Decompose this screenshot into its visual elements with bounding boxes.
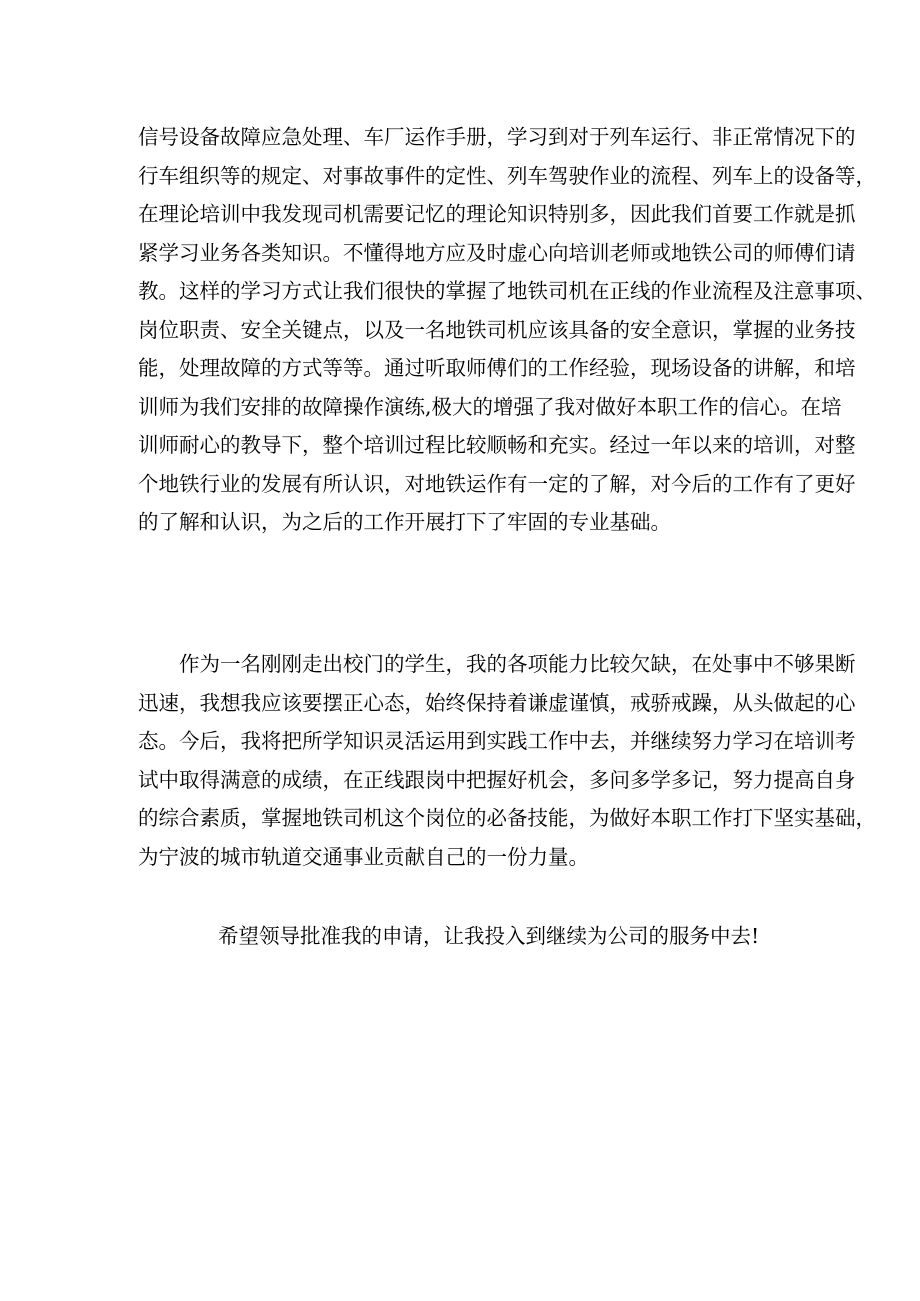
paragraph-line: 训师为我们安排的故障操作演练,极大的增强了我对做好本职工作的信心。在培 [138, 394, 842, 419]
paragraph-line: 作为一名刚刚走出校门的学生，我的各项能力比较欠缺，在处事中不够果断 [179, 652, 856, 676]
paragraph-line: 紧学习业务各类知识。不懂得地方应及时虚心向培训老师或地铁公司的师傅们请 [138, 240, 856, 265]
body-paragraph-2 [138, 645, 876, 876]
paragraph-line: 教。这样的学习方式让我们很快的掌握了地铁司机在正线的作业流程及注意事项、 [138, 279, 876, 303]
paragraph-line: 迅速，我想我应该要摆正心态，始终保持着谦虚谨慎，戒骄戒躁，从头做起的心 [138, 690, 856, 715]
paragraph-line: 的了解和认识，为之后的工作开展打下了牢固的专业基础。 [138, 510, 671, 534]
body-paragraph-1 [138, 118, 876, 542]
paragraph-line: 为宁波的城市轨道交通事业贡献自己的一份力量。 [138, 844, 589, 869]
closing-request-line: 希望领导批准我的申请，让我投入到继续为公司的服务中去! [218, 924, 760, 948]
paragraph-line: 试中取得满意的成绩，在正线跟岗中把握好机会，多问多学多记，努力提高自身 [138, 767, 856, 792]
paragraph-line: 训师耐心的教导下，整个培训过程比较顺畅和充实。经过一年以来的培训，对整 [138, 433, 856, 457]
paragraph-line: 态。今后，我将把所学知识灵活运用到实践工作中去，并继续努力学习在培训考 [138, 729, 856, 753]
paragraph-line: 个地铁行业的发展有所认识，对地铁运作有一定的了解，对今后的工作有了更好 [138, 471, 856, 496]
paragraph-line: 在理论培训中我发现司机需要记忆的理论知识特别多，因此我们首要工作就是抓 [138, 202, 856, 226]
paragraph-line: 能，处理故障的方式等等。通过听取师傅们的工作经验，现场设备的讲解，和培 [138, 356, 856, 380]
paragraph-line: 的综合素质，掌握地铁司机这个岗位的必备技能，为做好本职工作打下坚实基础， [138, 806, 876, 830]
paragraph-line: 信号设备故障应急处理、车厂运作手册，学习到对于列车运行、非正常情况下的 [138, 125, 856, 149]
paragraph-line: 岗位职责、安全关键点，以及一名地铁司机应该具备的安全意识，掌握的业务技 [138, 317, 856, 342]
paragraph-line: 行车组织等的规定、对事故事件的定性、列车驾驶作业的流程、列车上的设备等， [138, 163, 876, 188]
